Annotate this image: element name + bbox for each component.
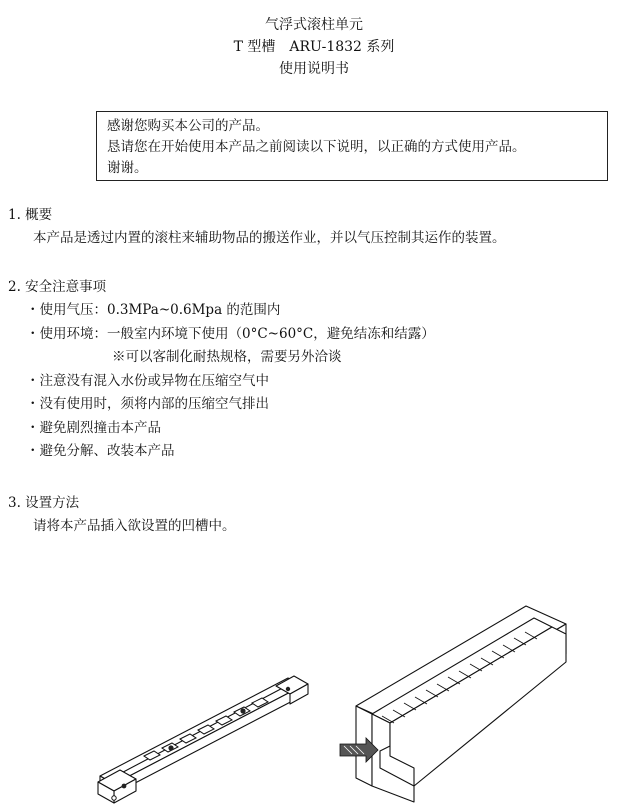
- document-title: [0, 14, 628, 80]
- section-heading: 1. 概要: [8, 207, 53, 223]
- title-series: T 型槽 ARU-1832 系列: [233, 39, 395, 55]
- notice-line: 恳请您在开始使用本产品之前阅读以下说明，以正确的方式使用产品。: [107, 139, 526, 155]
- section-heading: 3. 设置方法: [8, 495, 80, 511]
- list-item: ・ 没有使用时，须将内部的压缩空气排出: [26, 393, 435, 417]
- list-item: ・ 注意没有混入水份或异物在压缩空气中: [26, 370, 435, 394]
- section-safety: [8, 276, 435, 464]
- roller-unit-illustration: [92, 660, 312, 805]
- safety-list: [8, 299, 435, 464]
- section-installation: [8, 492, 236, 538]
- title-product-name: 气浮式滚柱单元: [265, 17, 363, 33]
- notice-line: 感谢您购买本公司的产品。: [107, 118, 269, 134]
- section-overview: [8, 204, 506, 250]
- notice-line: 谢谢。: [107, 160, 148, 176]
- list-note: ※可以客制化耐热规格，需要另外洽谈: [112, 349, 342, 365]
- list-item: ・ 使用气压：0.3MPa~0.6Mpa 的范围内: [26, 299, 435, 323]
- list-item: ・ 使用环境：一般室内环境下使用（0°C~60°C，避免结冻和结露）: [26, 323, 435, 347]
- title-manual: 使用说明书: [279, 61, 349, 77]
- list-item: ・ 避免分解、改装本产品: [26, 440, 435, 464]
- t-slot-channel-illustration: [326, 596, 576, 806]
- section-body: 请将本产品插入欲设置的凹槽中。: [33, 518, 236, 534]
- section-body: 本产品是透过内置的滚柱来辅助物品的搬送作业，并以气压控制其运作的装置。: [33, 230, 506, 246]
- list-item: ・ 避免剧烈撞击本产品: [26, 417, 435, 441]
- notice-box: [96, 111, 608, 181]
- section-heading: 2. 安全注意事项: [8, 279, 107, 295]
